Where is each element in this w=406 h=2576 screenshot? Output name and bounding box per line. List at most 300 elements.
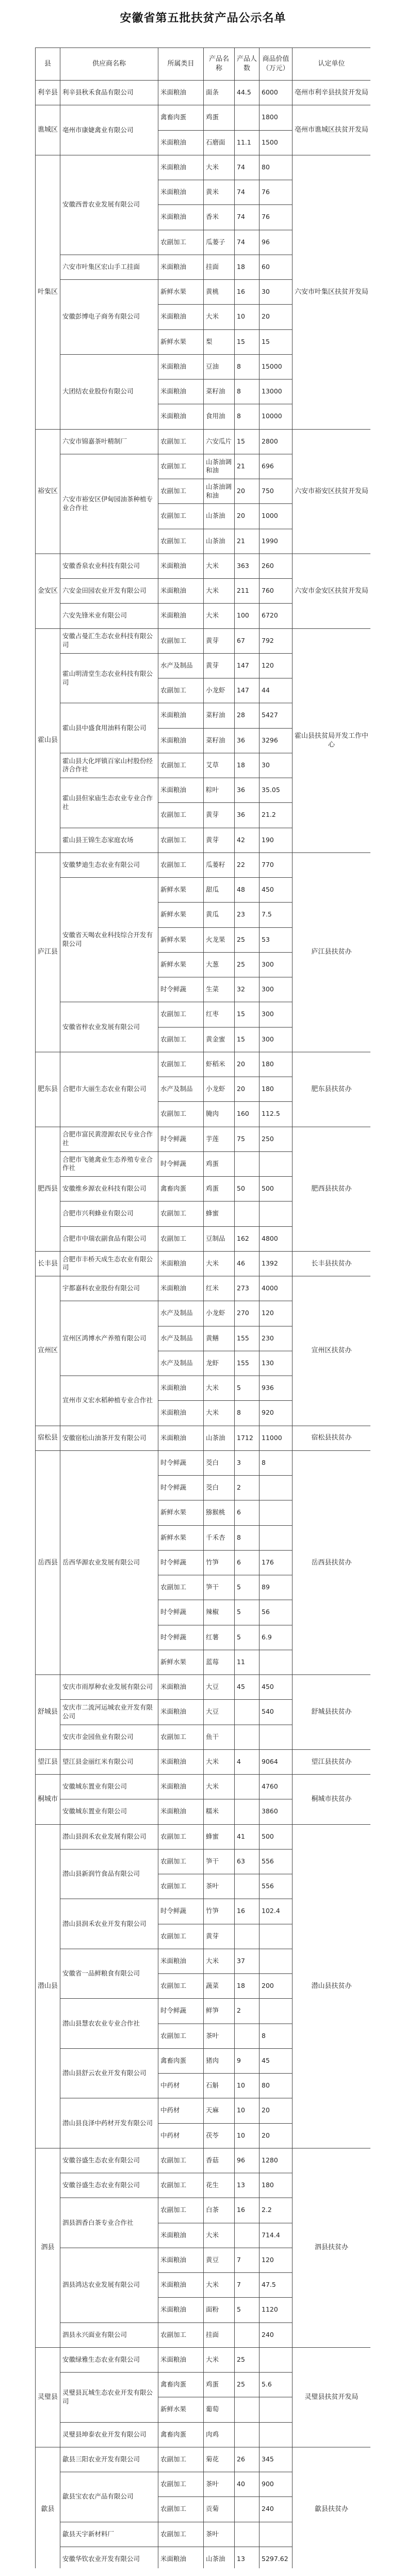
cell-category: 农副加工 [158,753,204,778]
cell-category: 时令鲜蔬 [158,1899,204,1924]
cell-category: 禽畜肉蛋 [158,105,204,130]
cell-product: 鸡蛋 [204,2373,235,2397]
cell-category: 米面粮油 [158,354,204,379]
cell-dept: 庐江县扶贫办 [293,852,371,1052]
cell-category: 时令鲜蔬 [158,1476,204,1500]
cell-category: 米面粮油 [158,2547,204,2568]
cell-category: 米面粮油 [158,2298,204,2322]
cell-region: 霍山县 [36,628,60,852]
cell-product: 大米 [204,579,235,604]
cell-value: 180 [259,1077,293,1102]
cell-count: 5 [235,1625,259,1650]
cell-value: 900 [259,2472,293,2497]
cell-supplier: 利辛县秋禾食品有限公司 [60,81,158,105]
cell-count: 75 [235,1127,259,1151]
cell-count [235,1151,259,1176]
cell-count: 63 [235,1849,259,1874]
cell-value: 8 [259,1450,293,1475]
table-row [36,554,371,578]
cell-category: 米面粮油 [158,130,204,155]
cell-supplier: 安庆市二流河运城农业开发有限公司 [60,1700,158,1725]
cell-value: 6.9 [259,1625,293,1650]
cell-supplier: 霍山县但家庙生态农业专业合作社 [60,778,158,828]
cell-supplier: 安徽省天喝农业科技综合开发有限公司 [60,878,158,1002]
cell-value: 345 [259,2447,293,2472]
cell-category: 新鲜水果 [158,878,204,903]
cell-supplier: 潜山县良泽中药材开发有限公司 [60,2098,158,2148]
cell-region: 谯城区 [36,105,60,155]
cell-dept: 六安市叶集区扶贫开发局 [293,155,371,429]
cell-count [235,1700,259,1725]
cell-category: 米面粮油 [158,604,204,628]
cell-category: 新鲜水果 [158,2397,204,2422]
cell-count [235,2223,259,2248]
cell-product: 黄豆 [204,2248,235,2272]
cell-supplier: 安徽维乡源农业科技有限公司 [60,1177,158,1202]
cell-value: 936 [259,1376,293,1401]
cell-value: 10000 [259,404,293,429]
cell-count: 74 [235,205,259,230]
cell-supplier: 霍山县中盛食用油料有限公司 [60,703,158,753]
cell-category: 时令鲜蔬 [158,1450,204,1475]
cell-supplier: 安徽华钦农业开发有限公司 [60,2547,158,2568]
cell-product: 鱼干 [204,1725,235,1749]
cell-value: 770 [259,852,293,877]
cell-category: 米面粮油 [158,1276,204,1301]
cell-product: 芋莲 [204,1127,235,1151]
cell-category: 农副加工 [158,2522,204,2547]
cell-value: 80 [259,155,293,180]
cell-supplier: 合肥市飞驰禽业生态养殖专业合作社 [60,1151,158,1176]
cell-value: 15000 [259,354,293,379]
cell-product: 山茶油 [204,504,235,529]
cell-value: 500 [259,1177,293,1202]
cell-product: 红枣 [204,1002,235,1027]
cell-supplier: 潜山县舒云农业开发有限公司 [60,2048,158,2098]
cell-product: 大葱 [204,952,235,977]
cell-count: 10 [235,2123,259,2148]
cell-category: 水产及制品 [158,1351,204,1376]
cell-count: 26 [235,2447,259,2472]
cell-product: 大豆 [204,1675,235,1700]
cell-product: 蜂蜜 [204,1824,235,1849]
table-row [36,1127,371,1151]
cell-count: 363 [235,554,259,578]
cell-category: 水产及制品 [158,1326,204,1351]
cell-count [235,2024,259,2048]
cell-supplier: 潜山县润禾农业开发有限公司 [60,1899,158,1949]
cell-category: 米面粮油 [158,2273,204,2298]
cell-value: 1500 [259,130,293,155]
cell-category: 农副加工 [158,2173,204,2198]
cell-category: 米面粮油 [158,2248,204,2272]
cell-product: 六安瓜片 [204,429,235,454]
cell-value: 2800 [259,429,293,454]
cell-value: 240 [259,2322,293,2347]
cell-count: 45 [235,1675,259,1700]
cell-value: 180 [259,1052,293,1077]
cell-product: 菜籽油 [204,380,235,404]
cell-value [259,2522,293,2547]
cell-region: 歙县 [36,2447,60,2568]
cell-count: 74 [235,180,259,205]
cell-product: 黄鳝 [204,1326,235,1351]
cell-value [259,1924,293,1949]
cell-product: 面粉 [204,2298,235,2322]
cell-supplier: 岳西华源农业发展有限公司 [60,1450,158,1674]
cell-supplier: 大团结农业股份有限公司 [60,354,158,429]
cell-value: 89 [259,1575,293,1600]
cell-product: 竹笋 [204,1550,235,1575]
cell-count [235,2397,259,2422]
cell-supplier: 六安市锦嘉茶叶精制厂 [60,429,158,454]
cell-product: 鲜笋 [204,1999,235,2024]
cell-category: 农副加工 [158,2198,204,2223]
cell-value [259,2347,293,2372]
cell-category: 农副加工 [158,1849,204,1874]
cell-value: 556 [259,1874,293,1899]
cell-value: 4800 [259,1226,293,1251]
cell-product: 挂面 [204,2322,235,2347]
cell-product: 黄芽 [204,628,235,653]
cell-supplier: 安徽梦迪生态农业有限公司 [60,852,158,877]
cell-category: 米面粮油 [158,1401,204,1426]
cell-count: 13 [235,2173,259,2198]
cell-category: 农副加工 [158,803,204,828]
cell-count: 20 [235,479,259,504]
cell-region: 金安区 [36,554,60,628]
cell-value: 96 [259,230,293,255]
cell-category: 时令鲜蔬 [158,1550,204,1575]
cell-count: 162 [235,1226,259,1251]
cell-count: 20 [235,504,259,529]
cell-category: 米面粮油 [158,1426,204,1450]
cell-product: 茶叶 [204,2472,235,2497]
cell-dept: 歙县扶贫办 [293,2447,371,2568]
cell-count: 20 [235,1052,259,1077]
header-product-count: 产品人数 [235,48,259,81]
cell-category: 水产及制品 [158,1301,204,1326]
table-row [36,2347,371,2372]
cell-supplier: 合肥市兴利蜂业有限公司 [60,1202,158,1226]
cell-count [235,1799,259,1824]
cell-category: 中药材 [158,2123,204,2148]
cell-product: 甜瓜 [204,878,235,903]
cell-supplier: 六安金田园农业开发有限公司 [60,579,158,604]
cell-category: 农副加工 [158,678,204,703]
cell-category: 农副加工 [158,1575,204,1600]
cell-count [235,1924,259,1949]
product-table [35,48,370,2568]
cell-value: 120 [259,2248,293,2272]
cell-product: 黄芽 [204,1924,235,1949]
cell-count: 8 [235,1525,259,1550]
cell-count: 16 [235,1899,259,1924]
cell-count: 7 [235,2248,259,2272]
cell-value: 500 [259,1824,293,1849]
cell-supplier: 安徽省一品鲜粮食有限公司 [60,1949,158,1999]
cell-value: 3860 [259,1799,293,1824]
cell-category: 禽畜肉蛋 [158,2373,204,2397]
cell-value: 30 [259,753,293,778]
cell-dept: 泗县扶贫办 [293,2148,371,2347]
cell-product: 山茶油 [204,1426,235,1450]
cell-count: 160 [235,1102,259,1127]
cell-product: 黄芽 [204,828,235,852]
cell-value: 540 [259,1700,293,1725]
cell-category: 农副加工 [158,2497,204,2522]
cell-category: 米面粮油 [158,81,204,105]
cell-product: 粽叶 [204,778,235,803]
header-product-name: 产品名称 [204,48,235,81]
cell-count [235,2522,259,2547]
cell-count: 21 [235,529,259,554]
table-row [36,429,371,454]
cell-product: 贡菊 [204,2497,235,2522]
cell-value: 13000 [259,380,293,404]
cell-count: 23 [235,903,259,927]
cell-category: 禽畜肉蛋 [158,2422,204,2447]
cell-product: 山茶油调和油 [204,454,235,479]
cell-value: 60 [259,255,293,279]
cell-category: 农副加工 [158,1725,204,1749]
cell-supplier: 六安先锋米业有限公司 [60,604,158,628]
table-row [36,1450,371,1475]
cell-product: 食用油 [204,404,235,429]
cell-product: 笋干 [204,1849,235,1874]
cell-count: 74 [235,230,259,255]
cell-count: 25 [235,2373,259,2397]
cell-supplier: 安徽西普农业发展有限公司 [60,155,158,255]
cell-product: 红米 [204,1276,235,1301]
header-row [36,48,371,81]
table-row [36,1276,371,1301]
cell-category: 农副加工 [158,828,204,852]
cell-product: 茶叶 [204,2024,235,2048]
cell-region: 肥西县 [36,1127,60,1251]
cell-category: 时令鲜蔬 [158,1151,204,1176]
cell-count: 211 [235,579,259,604]
cell-value: 760 [259,579,293,604]
cell-region: 宣州区 [36,1276,60,1426]
cell-category: 水产及制品 [158,1077,204,1102]
cell-product: 鸡蛋 [204,1177,235,1202]
cell-value: 180 [259,2173,293,2198]
cell-category: 农副加工 [158,429,204,454]
cell-value [259,2422,293,2447]
cell-product: 茶叶 [204,1874,235,1899]
cell-product: 豆油 [204,354,235,379]
cell-value: 8 [259,2024,293,2048]
cell-category: 农副加工 [158,529,204,554]
cell-value: 20 [259,305,293,329]
cell-supplier: 安庆市金园鱼业有限公司 [60,1725,158,1749]
header-supplier: 供应商名称 [60,48,158,81]
cell-dept: 望江县扶贫办 [293,1749,371,1774]
cell-value: 6000 [259,81,293,105]
cell-count: 2 [235,1476,259,1500]
cell-count: 9 [235,2048,259,2073]
cell-product: 辣椒 [204,1600,235,1625]
cell-count: 40 [235,2472,259,2497]
cell-dept: 六安市金安区扶贫开发局 [293,554,371,628]
cell-value: 1392 [259,1251,293,1276]
cell-value: 176 [259,1550,293,1575]
cell-product: 香米 [204,205,235,230]
cell-product: 天麻 [204,2098,235,2123]
cell-category: 米面粮油 [158,380,204,404]
cell-product: 菜籽油 [204,728,235,753]
cell-count: 42 [235,828,259,852]
cell-count: 25 [235,952,259,977]
cell-region: 庐江县 [36,852,60,1052]
cell-product: 大米 [204,305,235,329]
cell-category: 中药材 [158,2098,204,2123]
cell-category: 农副加工 [158,504,204,529]
cell-region: 宿松县 [36,1426,60,1450]
cell-supplier: 亳州市康婕禽业有限公司 [60,105,158,155]
cell-category: 时令鲜蔬 [158,1127,204,1151]
cell-count: 11.1 [235,130,259,155]
cell-count [235,1775,259,1799]
cell-count: 15 [235,429,259,454]
cell-product: 茶叶 [204,2522,235,2547]
cell-value: 7.5 [259,903,293,927]
cell-supplier: 宣州区鸿博水产养殖有限公司 [60,1301,158,1376]
cell-count: 15 [235,1027,259,1052]
cell-product: 龙虾 [204,1351,235,1376]
cell-category: 米面粮油 [158,579,204,604]
cell-category: 米面粮油 [158,778,204,803]
cell-product: 猪肉 [204,2048,235,2073]
cell-product: 山茶油调和油 [204,479,235,504]
header-dept: 认定单位 [293,48,371,81]
cell-count: 41 [235,1824,259,1849]
cell-supplier: 安徽香泉农业科技有限公司 [60,554,158,578]
cell-count: 28 [235,703,259,728]
cell-product: 菊花 [204,2447,235,2472]
cell-count: 147 [235,678,259,703]
cell-count: 74 [235,155,259,180]
cell-dept: 岳西县扶贫办 [293,1450,371,1674]
cell-value: 714.4 [259,2223,293,2248]
cell-supplier: 合肥市中瑞农副食品有限公司 [60,1226,158,1251]
cell-product: 菜籽油 [204,703,235,728]
cell-count: 36 [235,778,259,803]
table-row [36,1675,371,1700]
cell-value: 76 [259,205,293,230]
cell-supplier: 霍山明清堂生态农业科技有限公司 [60,653,158,703]
cell-value: 4000 [259,1276,293,1301]
cell-count: 10 [235,305,259,329]
cell-supplier: 六安市叶集区宏山手工挂面 [60,255,158,279]
cell-value: 11000 [259,1426,293,1450]
cell-value: 15 [259,329,293,354]
cell-region: 泗县 [36,2148,60,2347]
cell-product: 鸡蛋 [204,105,235,130]
cell-product: 大米 [204,155,235,180]
cell-count: 147 [235,653,259,678]
cell-value: 1000 [259,504,293,529]
cell-category: 农副加工 [158,454,204,479]
cell-category: 米面粮油 [158,155,204,180]
cell-value: 44 [259,678,293,703]
cell-value: 300 [259,1027,293,1052]
cell-supplier: 合肥市大丽生态农业有限公司 [60,1052,158,1127]
cell-value [259,1151,293,1176]
cell-product: 小龙虾 [204,678,235,703]
cell-product: 石磨面 [204,130,235,155]
cell-product: 大米 [204,2223,235,2248]
cell-product: 小龙虾 [204,1077,235,1102]
cell-dept: 潜山县扶贫办 [293,1824,371,2148]
cell-count: 32 [235,977,259,1002]
cell-value: 47.5 [259,2273,293,2298]
page-title: 安徽省第五批扶贫产品公示名单 [120,12,286,25]
cell-supplier: 宣州市义宏水稻种植专业合作社 [60,1376,158,1426]
cell-count: 15 [235,329,259,354]
cell-product: 蓝莓 [204,1650,235,1674]
cell-category: 农副加工 [158,1052,204,1077]
cell-product: 茭白 [204,1476,235,1500]
cell-count: 1712 [235,1426,259,1450]
cell-supplier: 安徽省梓农业发展有限公司 [60,1002,158,1052]
cell-dept: 宣州区扶贫办 [293,1276,371,1426]
cell-count: 22 [235,852,259,877]
cell-count: 21 [235,454,259,479]
cell-product: 艾草 [204,753,235,778]
cell-product: 大米 [204,2273,235,2298]
cell-value: 102.4 [259,1899,293,1924]
cell-category: 米面粮油 [158,1949,204,1973]
cell-product: 腌肉 [204,1102,235,1127]
cell-value: 300 [259,977,293,1002]
cell-supplier: 安徽城东置业有限公司 [60,1799,158,1824]
cell-value: 9064 [259,1749,293,1774]
cell-category: 农副加工 [158,1824,204,1849]
cell-category: 米面粮油 [158,1799,204,1824]
cell-category: 禽畜肉蛋 [158,2048,204,2073]
cell-category: 米面粮油 [158,1251,204,1276]
cell-category: 米面粮油 [158,305,204,329]
header-value: 商品价值（万元） [259,48,293,81]
table-row [36,852,371,877]
cell-count: 50 [235,1177,259,1202]
cell-product: 大米 [204,1376,235,1401]
cell-count: 36 [235,728,259,753]
table-row [36,1052,371,1077]
cell-count: 8 [235,1401,259,1426]
cell-value: 120 [259,1301,293,1326]
table-row [36,1775,371,1799]
cell-category: 新鲜水果 [158,1525,204,1550]
cell-value: 53 [259,927,293,952]
cell-category: 米面粮油 [158,554,204,578]
cell-supplier: 安徽谷盛生态农业有限公司 [60,2148,158,2173]
cell-value: 6720 [259,604,293,628]
cell-value: 450 [259,878,293,903]
cell-category: 新鲜水果 [158,952,204,977]
cell-region: 肥东县 [36,1052,60,1127]
cell-count [235,2497,259,2522]
cell-value: 1990 [259,529,293,554]
cell-product: 豆制品 [204,1226,235,1251]
cell-category: 农副加工 [158,1202,204,1226]
cell-value [259,1525,293,1550]
cell-region: 长丰县 [36,1251,60,1276]
cell-product: 山茶油 [204,2547,235,2568]
cell-product: 生菜 [204,977,235,1002]
